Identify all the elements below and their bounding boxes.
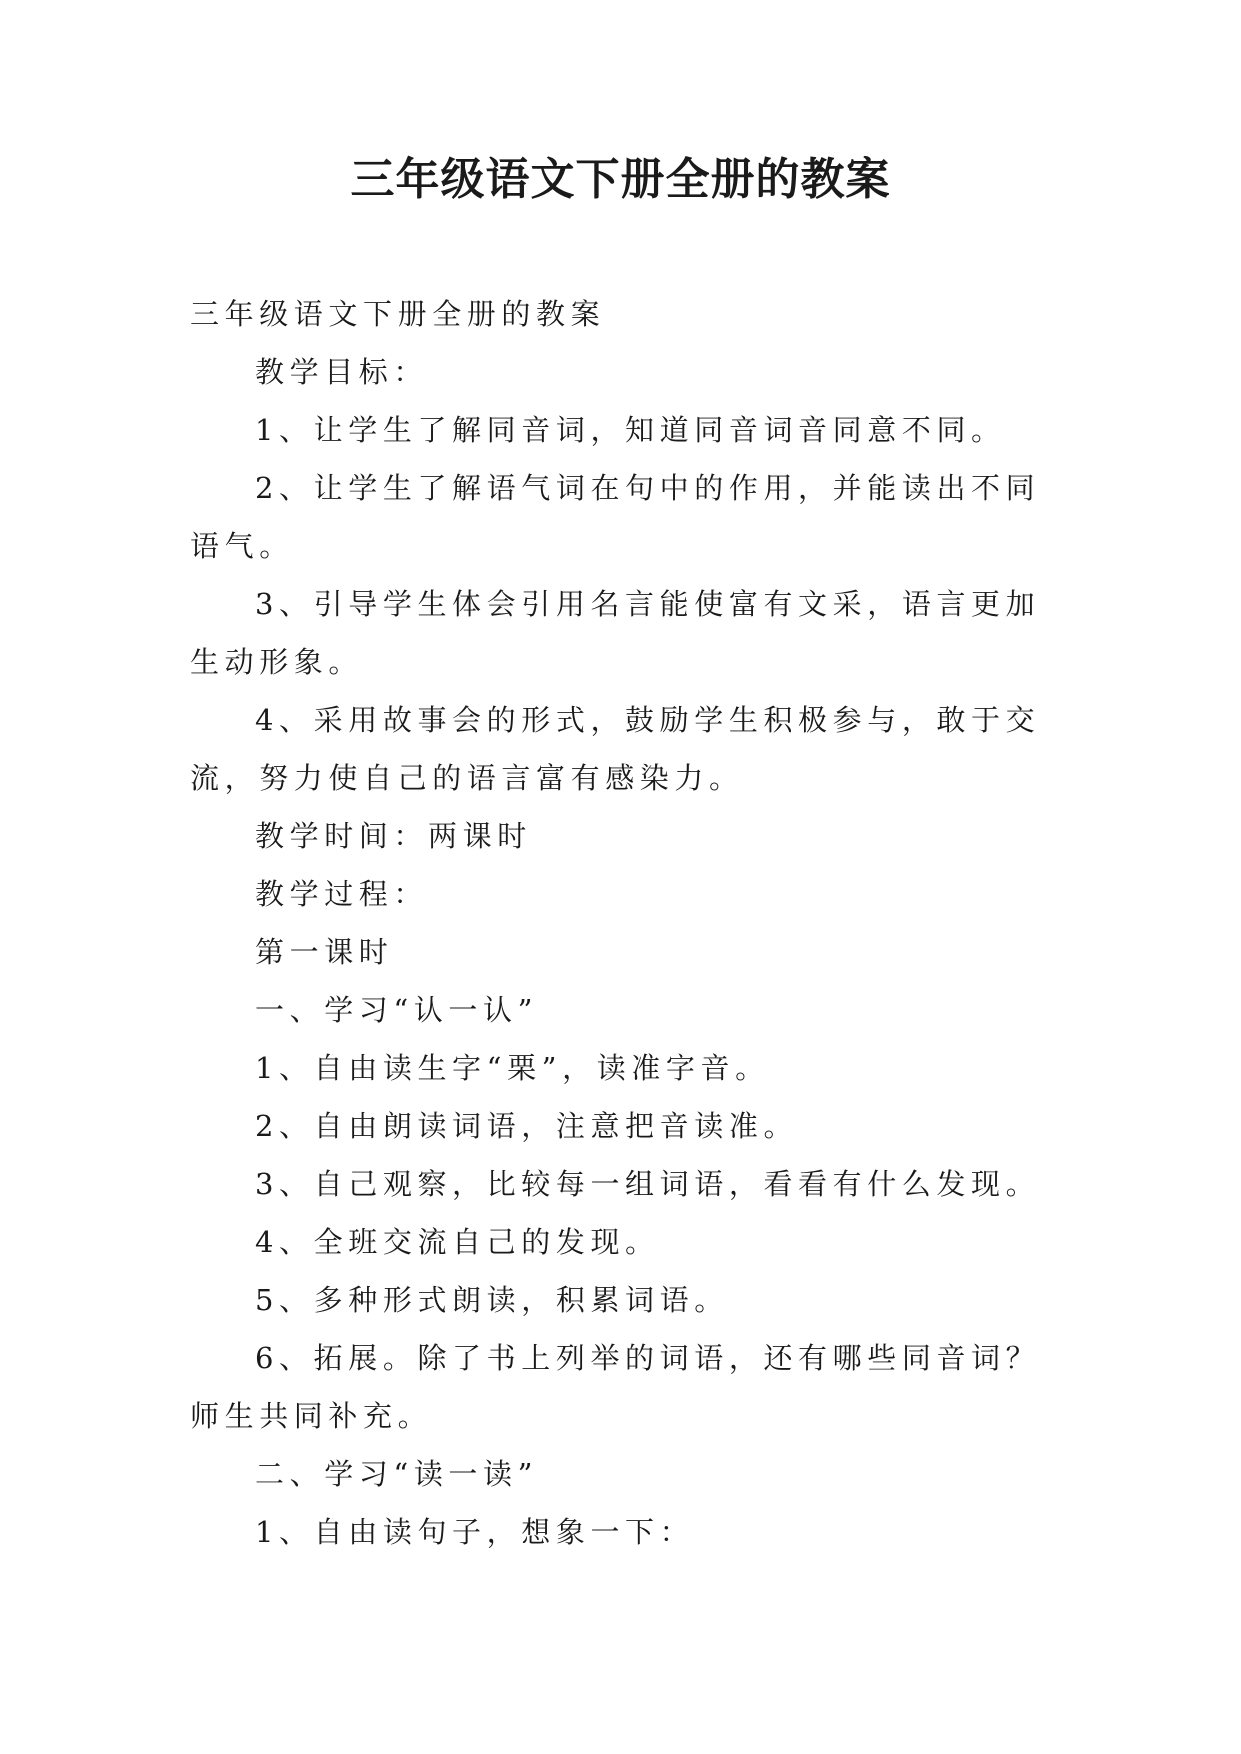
paragraph: 4、采用故事会的形式，鼓励学生积极参与，敢于交流，努力使自己的语言富有感染力。 — [190, 703, 1041, 795]
paragraph: 2、让学生了解语气词在句中的作用，并能读出不同语气。 — [190, 471, 1041, 563]
paragraph: 2、自由朗读词语，注意把音读准。 — [255, 1109, 799, 1143]
paragraph: 1、让学生了解同音词，知道同音词音同意不同。 — [255, 413, 1006, 447]
document-body — [190, 285, 1050, 1561]
paragraph: 3、自己观察，比较每一组词语，看看有什么发现。 — [255, 1167, 1041, 1201]
paragraph: 第一课时 — [255, 935, 394, 969]
paragraph: 教学过程： — [255, 877, 429, 911]
paragraph: 教学时间：两课时 — [255, 819, 532, 853]
paragraph: 5、多种形式朗读，积累词语。 — [255, 1283, 729, 1317]
paragraph: 教学目标： — [255, 355, 429, 389]
paragraph: 6、拓展。除了书上列举的词语，还有哪些同音词？师生共同补充。 — [190, 1341, 1041, 1433]
paragraph: 1、自由读句子，想象一下： — [255, 1515, 695, 1549]
paragraph: 三年级语文下册全册的教案 — [190, 297, 606, 331]
paragraph: 3、引导学生体会引用名言能使富有文采，语言更加生动形象。 — [190, 587, 1041, 679]
paragraph: 4、全班交流自己的发现。 — [255, 1225, 660, 1259]
paragraph: 1、自由读生字“栗”，读准字音。 — [255, 1051, 770, 1085]
document-title: 三年级语文下册全册的教案 — [350, 154, 891, 205]
paragraph: 二、学习“读一读” — [255, 1457, 539, 1491]
paragraph: 一、学习“认一认” — [255, 993, 539, 1027]
